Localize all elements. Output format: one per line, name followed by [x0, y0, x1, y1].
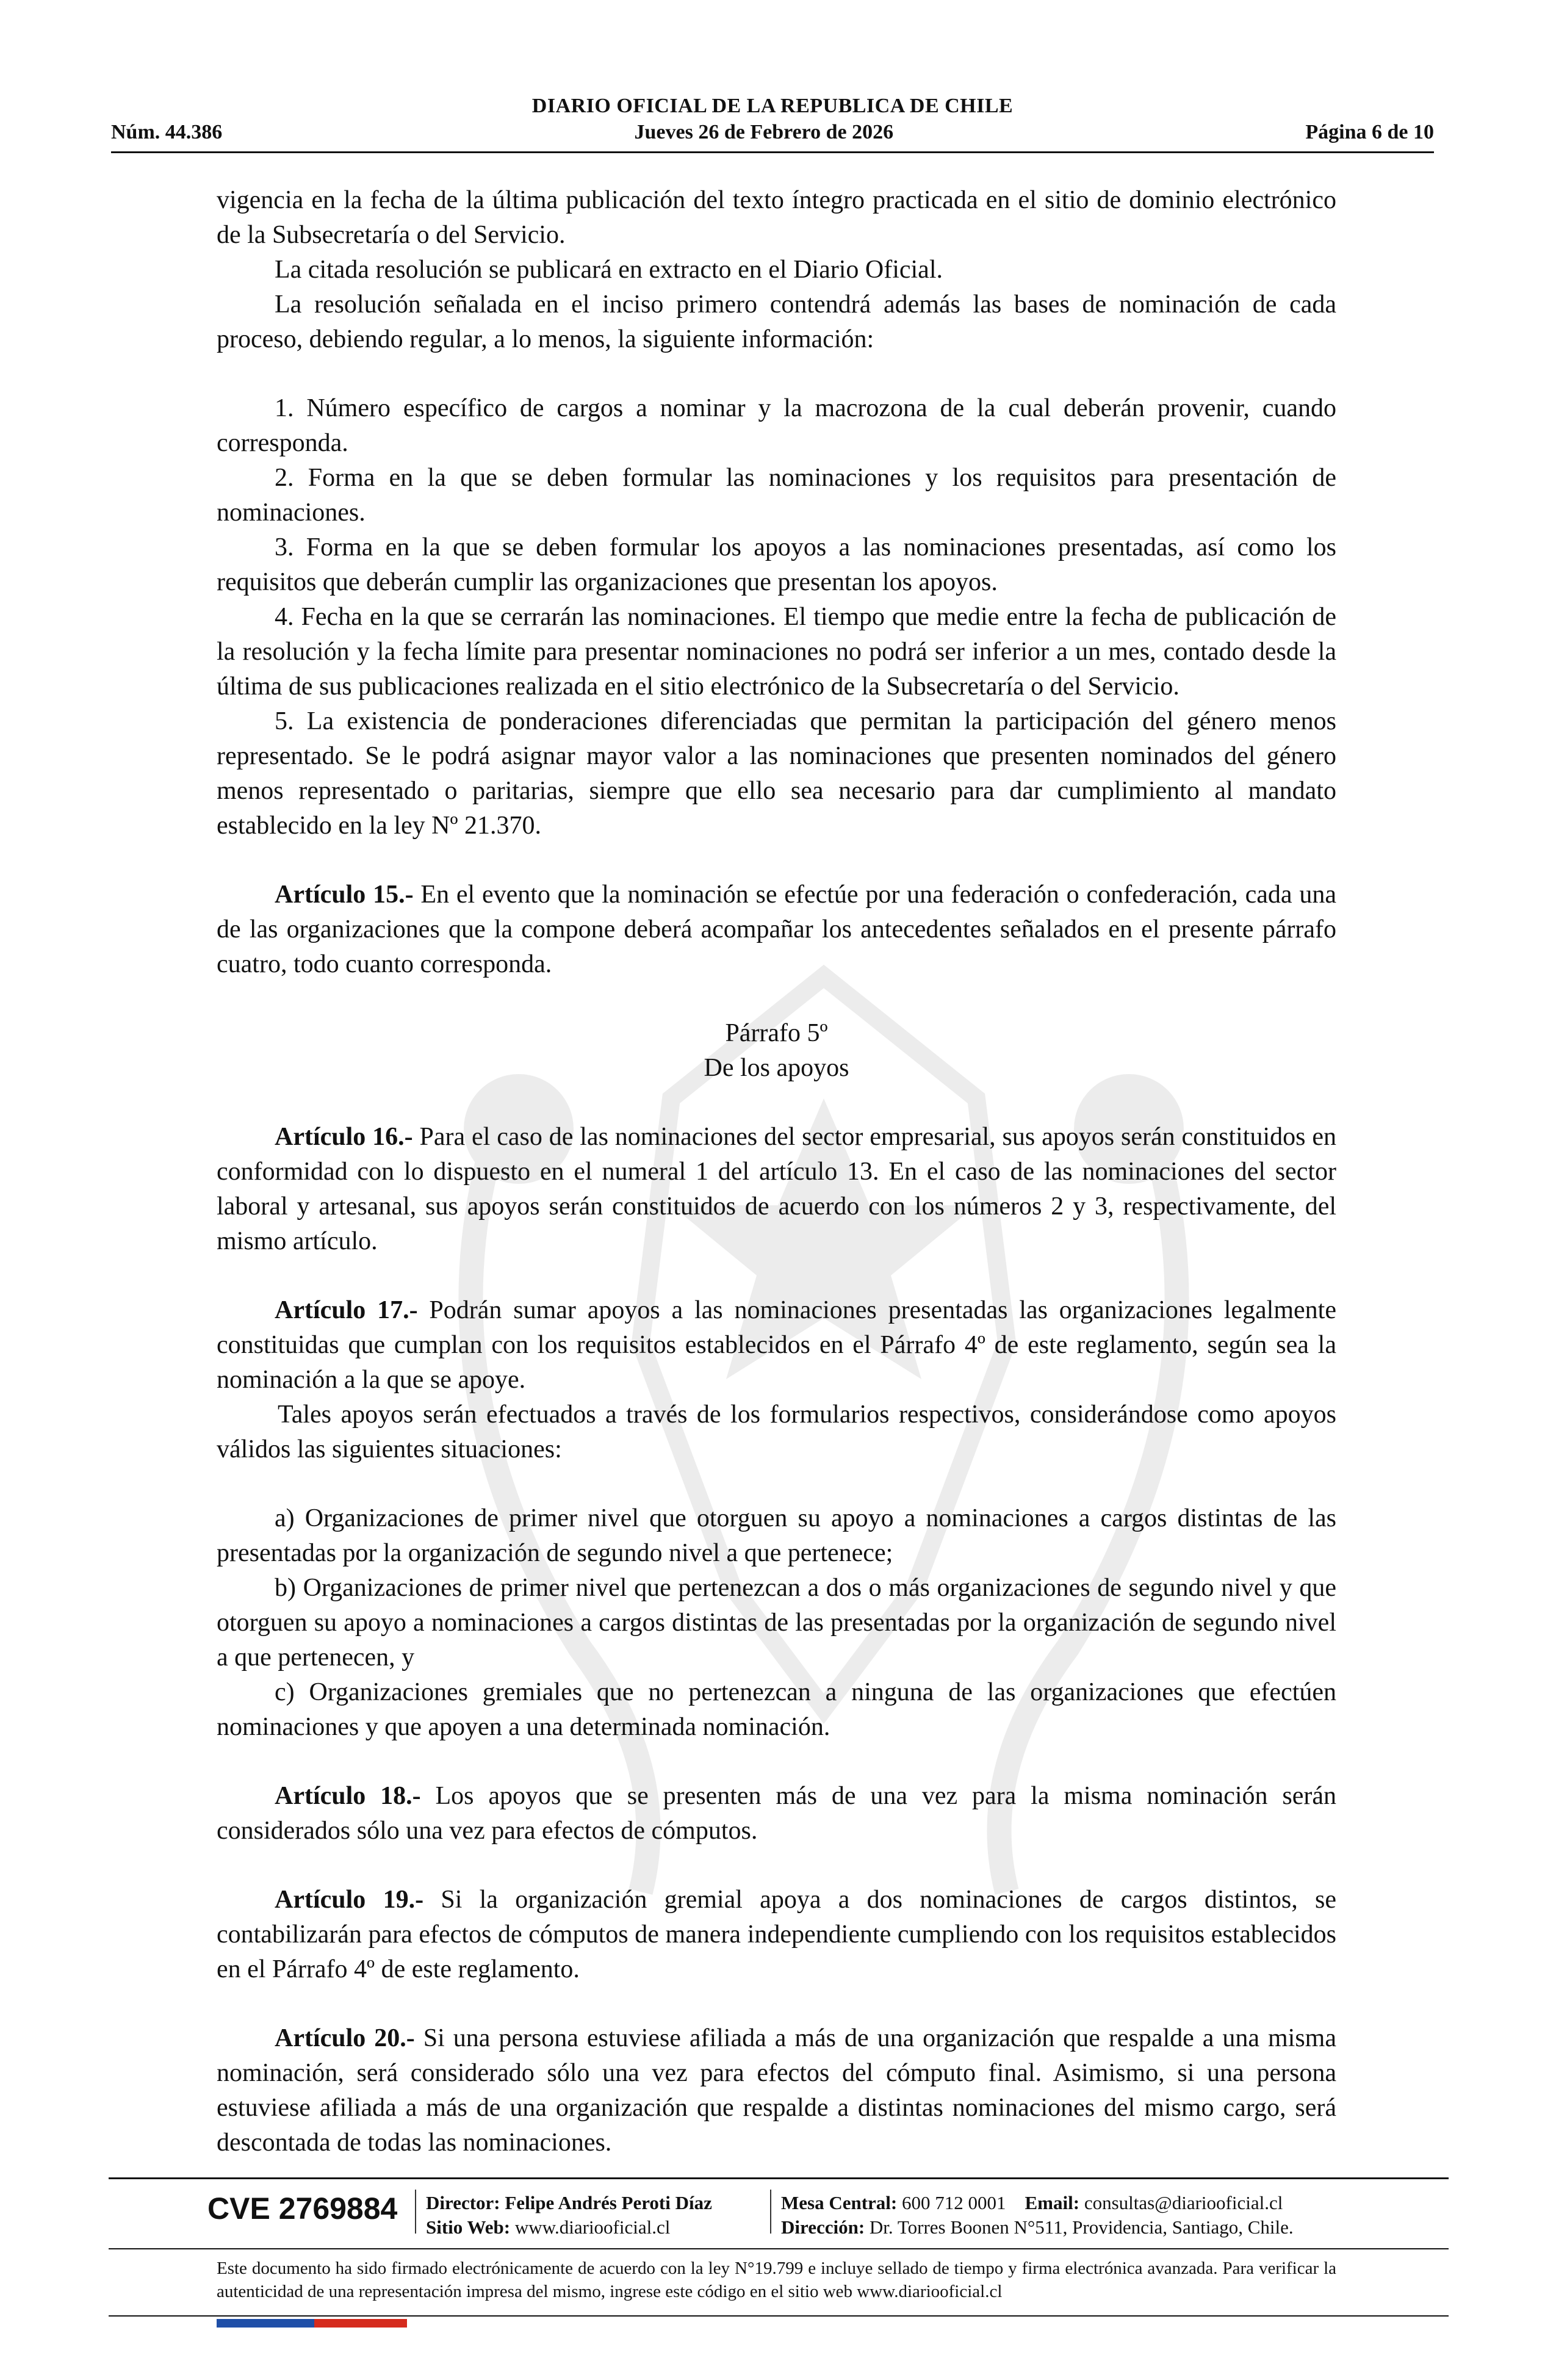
flag-stripe-red [314, 2319, 407, 2328]
site-label: Sitio Web: [426, 2216, 511, 2238]
issue-number: Núm. 44.386 [111, 121, 223, 143]
article-label: Artículo 17.- [275, 1296, 418, 1324]
header-divider [111, 151, 1434, 153]
address-label: Dirección: [781, 2216, 865, 2238]
page-indicator: Página 6 de 10 [1305, 121, 1434, 143]
article-label: Artículo 15.- [275, 881, 414, 909]
article-17 [217, 1293, 1336, 1397]
director-label: Director: [426, 2192, 500, 2213]
list-item: 2. Forma en la que se deben formular las nominaciones y los requisitos para presentación de nominaciones. [217, 464, 1336, 527]
article-label: Artículo 20.- [275, 2024, 415, 2052]
phone-label: Mesa Central: [781, 2192, 898, 2213]
flag-stripe-blue [217, 2319, 314, 2328]
director-name: Felipe Andrés Peroti Díaz [505, 2192, 712, 2213]
footer-divider [109, 2248, 1449, 2249]
article-label: Artículo 16.- [275, 1123, 413, 1151]
footer-separator [415, 2190, 416, 2234]
article-20 [217, 2021, 1336, 2160]
section-subheading: De los apoyos [704, 1054, 849, 1082]
article-text: Si la organización gremial apoya a dos nominaciones de cargos distintos, se contabilizarán para efectos de cómputos de manera independiente cumpliendo con los requisitos establecidos en el Párrafo 4º de este reglamento. [217, 1886, 1336, 1983]
article-16 [217, 1120, 1336, 1259]
footer-divider [109, 2177, 1449, 2179]
list-item: 4. Fecha en la que se cerrarán las nominaciones. El tiempo que medie entre la fecha de publicación de la resolución y la fecha límite para presentar nominaciones no podrá ser inferior a un mes, contado desde la última de sus publicaciones realizada en el sitio electrónico de la Subsecretaría o del Servicio. [217, 603, 1336, 701]
document-body [217, 183, 1336, 2160]
sub-item: c) Organizaciones gremiales que no pertenezcan a ninguna de las organizaciones que efectúen nominaciones y que apoyen a una determinada nominación. [217, 1678, 1336, 1741]
cve-code: CVE 2769884 [207, 2191, 398, 2226]
article-text: Podrán sumar apoyos a las nominaciones presentadas las organizaciones legalmente constituidas que cumplan con los requisitos establecidos en el Párrafo 4º de este reglamento, según sea la nominación a la que se apoye. [217, 1296, 1336, 1394]
email-link[interactable]: consultas@diariooficial.cl [1084, 2192, 1283, 2213]
sub-item: a) Organizaciones de primer nivel que otorguen su apoyo a nominaciones a cargos distintas de las presentadas por la organización de segundo nivel a que pertenece; [217, 1504, 1336, 1567]
footer-contact-right [781, 2191, 1294, 2240]
site-link[interactable]: www.diariooficial.cl [514, 2216, 671, 2238]
article-label: Artículo 19.- [275, 1886, 424, 1914]
list-item: 5. La existencia de ponderaciones diferenciadas que permitan la participación del género menos representado. Se le podrá asignar mayor valor a las nominaciones que presenten nominados del género menos representado o paritarias, siempre que ello sea necesario para dar cumplimiento al mandato establecido en la ley Nº 21.370. [217, 707, 1336, 840]
footer-divider [109, 2315, 1449, 2317]
phone-value: 600 712 0001 [902, 2192, 1006, 2213]
article-text: Los apoyos que se presenten más de una vez para la misma nominación serán considerados sólo una vez para efectos de cómputos. [217, 1782, 1336, 1845]
legal-notice: Este documento ha sido firmado electrónicamente de acuerdo con la ley N°19.799 e incluye sellado de tiempo y firma electrónica avanzada. Para verificar la autenticidad de una representación impresa del mismo, ingrese este código en el sitio web www.diariooficial.cl [217, 2259, 1336, 2301]
gazette-title: DIARIO OFICIAL DE LA REPUBLICA DE CHILE [531, 95, 1014, 117]
sub-item: b) Organizaciones de primer nivel que pertenezcan a dos o más organizaciones de segundo nivel y que otorguen su apoyo a nominaciones a cargos distintas de las presentadas por la organización de segundo nivel a que pertenecen, y [217, 1574, 1336, 1671]
article-19 [217, 1883, 1336, 1987]
list-item: 1. Número específico de cargos a nominar y la macrozona de la cual deberán provenir, cuando corresponda. [217, 394, 1336, 457]
paragraph: vigencia en la fecha de la última publicación del texto íntegro practicada en el sitio de dominio electrónico de la Subsecretaría o del Servicio. [217, 186, 1336, 249]
list-item: 3. Forma en la que se deben formular los apoyos a las nominaciones presentadas, así como los requisitos que deberán cumplir las organizaciones que presentan los apoyos. [217, 533, 1336, 596]
article-text: Para el caso de las nominaciones del sector empresarial, sus apoyos serán constituidos en conformidad con lo dispuesto en el numeral 1 del artículo 13. En el caso de las nominaciones del sector laboral y artesanal, sus apoyos serán constituidos de acuerdo con los números 2 y 3, respectivamente, del mismo artículo. [217, 1123, 1336, 1255]
section-heading: Párrafo 5º [725, 1019, 828, 1047]
paragraph: Tales apoyos serán efectuados a través de los formularios respectivos, considerándose como apoyos válidos las siguientes situaciones: [217, 1401, 1336, 1463]
issue-date: Jueves 26 de Febrero de 2026 [634, 121, 894, 143]
address-value: Dr. Torres Boonen N°511, Providencia, Santiago, Chile. [869, 2216, 1294, 2238]
paragraph: La resolución señalada en el inciso primero contendrá además las bases de nominación de cada proceso, debiendo regular, a lo menos, la siguiente información: [217, 290, 1336, 353]
article-text: En el evento que la nominación se efectúe por una federación o confederación, cada una de las organizaciones que la compone deberá acompañar los antecedentes señalados en el presente párrafo cuatro, todo cuanto corresponda. [217, 881, 1336, 978]
article-18 [217, 1779, 1336, 1848]
footer-contact-left [426, 2191, 712, 2240]
email-label: Email: [1025, 2192, 1080, 2213]
article-text: Si una persona estuviese afiliada a más de una organización que respalde a una misma nominación, será considerado sólo una vez para efectos del cómputo final. Asimismo, si una persona estuviese afiliada a más de una organización que respalde a distintas nominaciones del mismo cargo, será descontada de todas las nominaciones. [217, 2024, 1336, 2157]
paragraph: La citada resolución se publicará en extracto en el Diario Oficial. [275, 256, 943, 284]
header-row [111, 121, 1434, 144]
footer-separator [770, 2190, 771, 2234]
article-label: Artículo 18.- [275, 1782, 421, 1810]
article-15 [217, 878, 1336, 982]
